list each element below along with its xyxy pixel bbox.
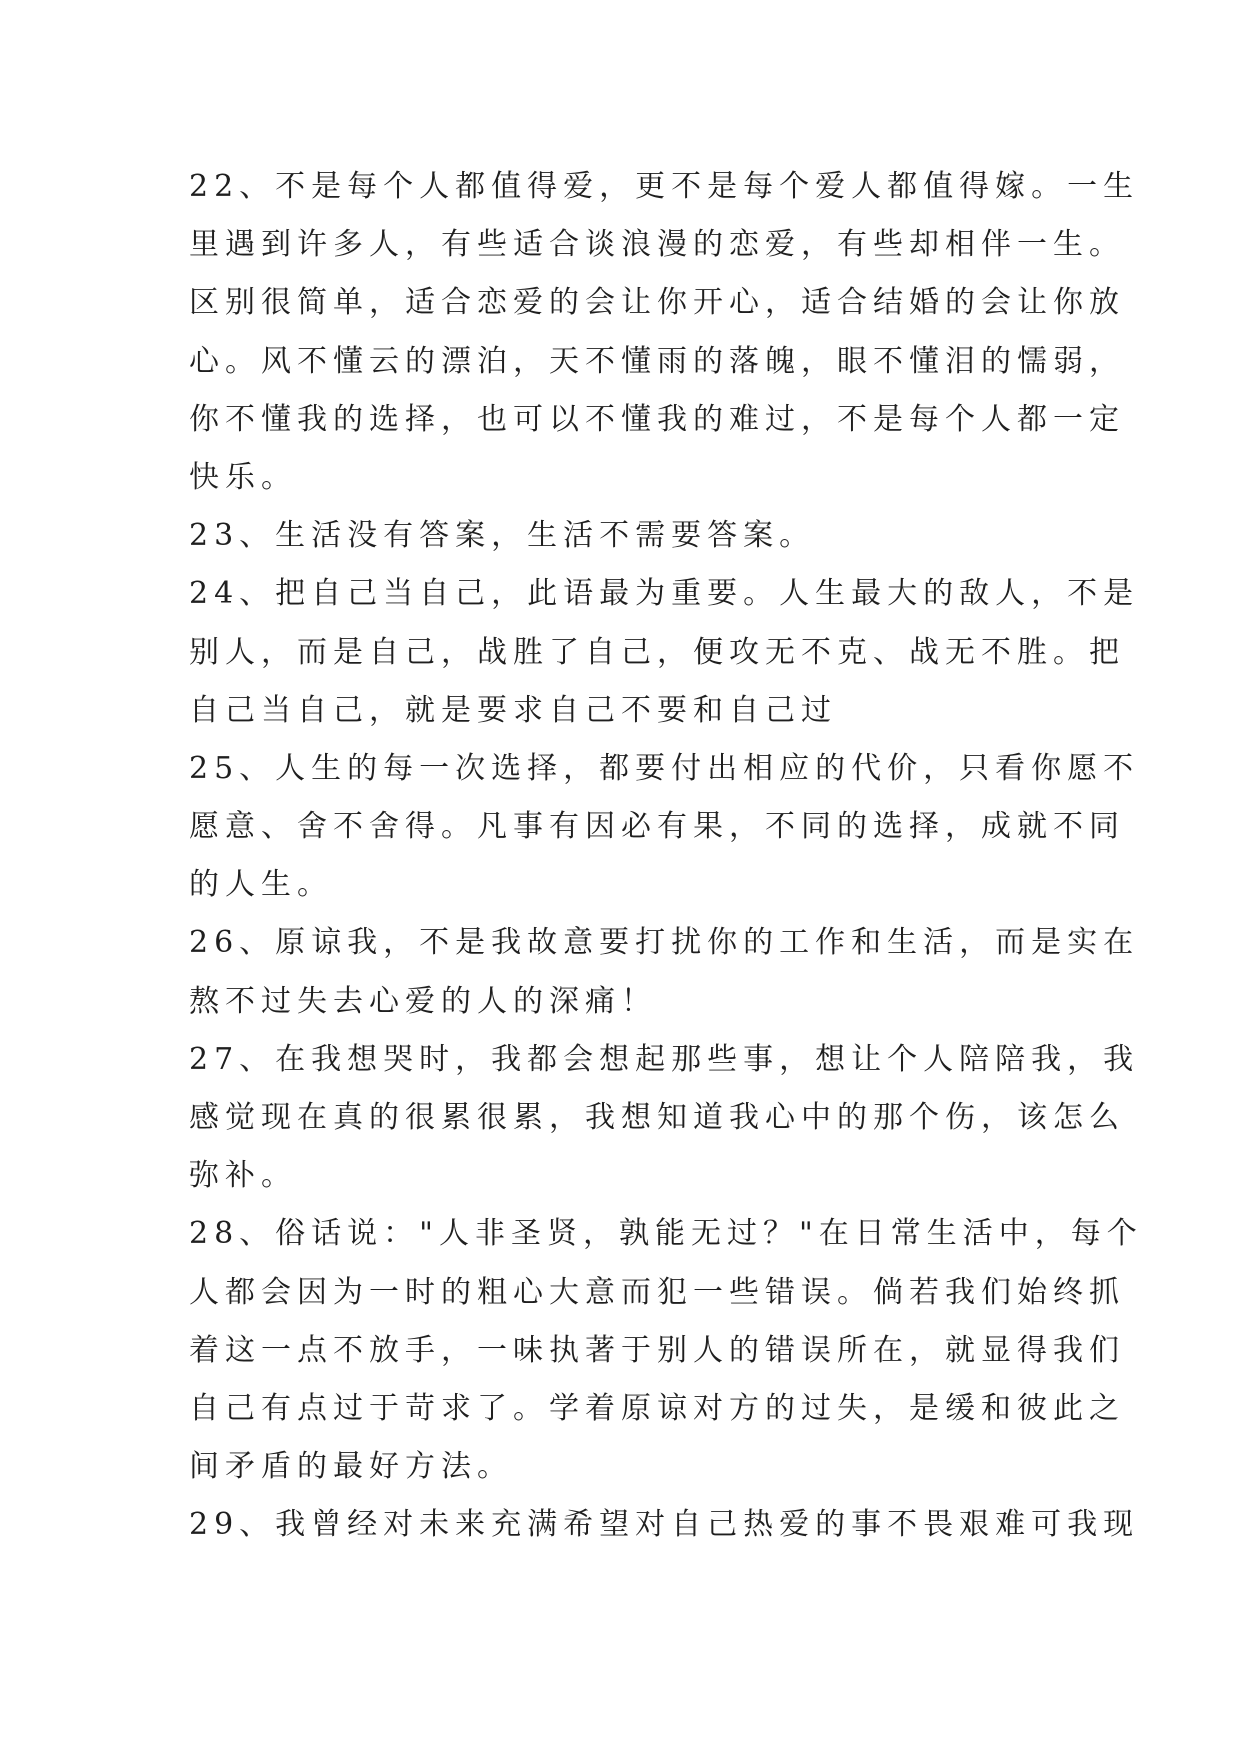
text-line: 25、人生的每一次选择，都要付出相应的代价，只看你愿不 xyxy=(189,750,1140,786)
paragraph-25 xyxy=(189,740,1219,915)
text-line: 熬不过失去心爱的人的深痛！ xyxy=(189,983,657,1019)
paragraph-29 xyxy=(189,1496,1219,1554)
text-line: 别人，而是自己，战胜了自己，便攻无不克、战无不胜。把 xyxy=(189,634,1125,670)
text-line: 27、在我想哭时，我都会想起那些事，想让个人陪陪我，我 xyxy=(189,1041,1140,1077)
text-block xyxy=(189,158,1219,1555)
text-line: 你不懂我的选择，也可以不懂我的难过，不是每个人都一定 xyxy=(189,401,1125,437)
text-line: 人都会因为一时的粗心大意而犯一些错误。倘若我们始终抓 xyxy=(189,1274,1125,1310)
paragraph-27 xyxy=(189,1031,1219,1206)
text-line: 区别很简单，适合恋爱的会让你开心，适合结婚的会让你放 xyxy=(189,285,1125,321)
text-line: 22、不是每个人都值得爱，更不是每个爱人都值得嫁。一生 xyxy=(189,169,1140,204)
paragraph-24 xyxy=(189,565,1219,740)
text-line: 自己有点过于苛求了。学着原谅对方的过失，是缓和彼此之 xyxy=(189,1390,1125,1426)
text-line: 的人生。 xyxy=(189,867,333,903)
text-line: 弥补。 xyxy=(189,1158,297,1194)
text-line: 心。风不懂云的漂泊，天不懂雨的落魄，眼不懂泪的懦弱， xyxy=(189,343,1125,379)
text-line: 28、俗话说："人非圣贤，孰能无过？"在日常生活中，每个 xyxy=(189,1216,1143,1252)
text-line: 里遇到许多人，有些适合谈浪漫的恋爱，有些却相伴一生。 xyxy=(189,227,1125,263)
text-line: 29、我曾经对未来充满希望对自己热爱的事不畏艰难可我现 xyxy=(189,1507,1140,1543)
text-line: 快乐。 xyxy=(189,459,297,495)
text-line: 24、把自己当自己，此语最为重要。人生最大的敌人，不是 xyxy=(189,576,1140,612)
text-line: 间矛盾的最好方法。 xyxy=(189,1449,513,1485)
text-line: 26、原谅我，不是我故意要打扰你的工作和生活，而是实在 xyxy=(189,925,1140,961)
paragraph-23 xyxy=(189,507,1219,565)
text-line: 愿意、舍不舍得。凡事有因必有果，不同的选择，成就不同 xyxy=(189,809,1125,845)
text-line: 感觉现在真的很累很累，我想知道我心中的那个伤，该怎么 xyxy=(189,1100,1125,1135)
text-line: 23、生活没有答案，生活不需要答案。 xyxy=(189,518,816,554)
paragraph-22 xyxy=(189,158,1219,507)
paragraph-26 xyxy=(189,914,1219,1030)
text-line: 着这一点不放手，一味执著于别人的错误所在，就显得我们 xyxy=(189,1332,1125,1368)
paragraph-28 xyxy=(189,1205,1219,1496)
text-line: 自己当自己，就是要求自己不要和自己过 xyxy=(189,692,837,728)
